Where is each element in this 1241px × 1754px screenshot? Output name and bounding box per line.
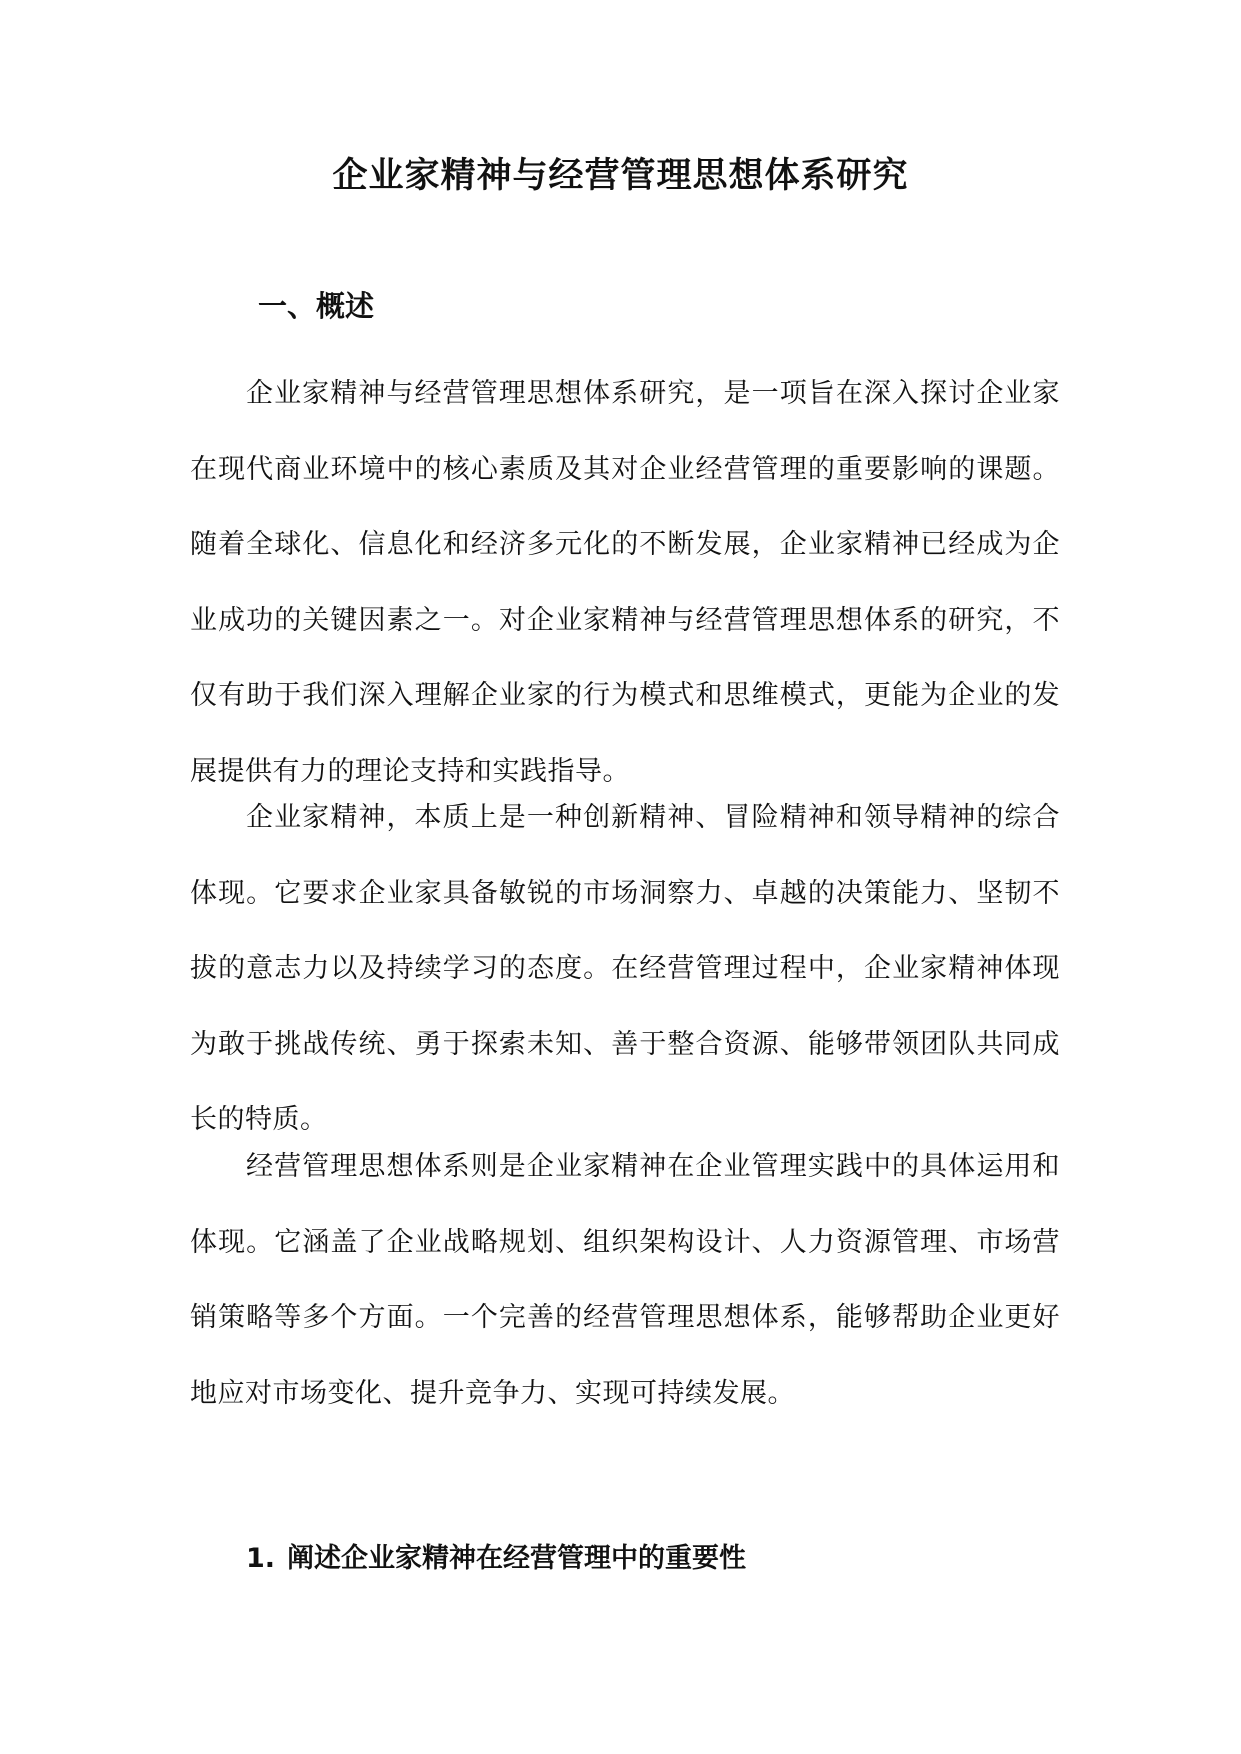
paragraph-2-block [190, 780, 1060, 1158]
subsection-heading [246, 1536, 746, 1575]
section-heading: 一、概述 [258, 289, 375, 323]
subsection-number: 1. [246, 1543, 276, 1574]
paragraph-1: 企业家精神与经营管理思想体系研究，是一项旨在深入探讨企业家在现代商业环境中的核心素质及其对企业经营管理的重要影响的课题。随着全球化、信息化和经济多元化的不断发展，企业家精神已经成为企业成功的关键因素之一。对企业家精神与经营管理思想体系的研究，不仅有助于我们深入理解企业家的行为模式和思维模式，更能为企业的发展提供有力的理论支持和实践指导。 [190, 378, 1060, 787]
paragraph-3: 经营管理思想体系则是企业家精神在企业管理实践中的具体运用和体现。它涵盖了企业战略规划、组织架构设计、人力资源管理、市场营销策略等多个方面。一个完善的经营管理思想体系，能够帮助企业更好地应对市场变化、提升竞争力、实现可持续发展。 [190, 1151, 1060, 1409]
paragraph-1-block [190, 356, 1060, 809]
paragraph-2: 企业家精神，本质上是一种创新精神、冒险精神和领导精神的综合体现。它要求企业家具备敏锐的市场洞察力、卓越的决策能力、坚韧不拔的意志力以及持续学习的态度。在经营管理过程中，企业家精神体现为敢于挑战传统、勇于探索未知、善于整合资源、能够带领团队共同成长的特质。 [190, 802, 1060, 1135]
subsection-title: 阐述企业家精神在经营管理中的重要性 [287, 1543, 747, 1574]
document-title: 企业家精神与经营管理思想体系研究 [332, 155, 909, 196]
paragraph-3-block [190, 1129, 1060, 1431]
